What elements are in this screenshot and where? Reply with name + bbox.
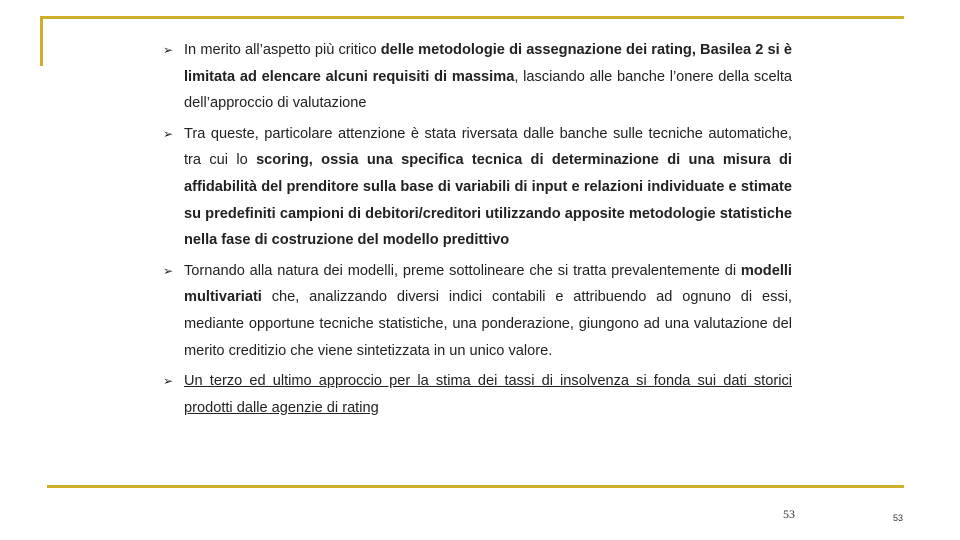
bullet-item-2 bbox=[163, 121, 792, 254]
arrowhead-bullet-icon: ➢ bbox=[163, 374, 174, 389]
bullet-item-1 bbox=[163, 37, 792, 117]
bullet-4-underlined: Un terzo ed ultimo approccio per la stima dei tassi di insolvenza si fonda sui dati storici prodotti dalle agenzie di rating bbox=[184, 373, 792, 416]
bullet-item-4 bbox=[163, 368, 792, 421]
bottom-rule bbox=[47, 485, 904, 488]
bullet-1-text-end: , lasciando alle banche l’onere della scelta dell’approccio di valutazione bbox=[184, 68, 792, 112]
slide-content bbox=[163, 37, 792, 425]
bullet-item-3 bbox=[163, 258, 792, 364]
bullet-3-text: Tornando alla natura dei modelli, preme sottolineare che si tratta prevalentemente di bbox=[184, 262, 741, 279]
bullet-3-bold: modelli multivariati bbox=[184, 262, 792, 306]
bullet-2-text: Tra queste, particolare attenzione è stata riversata dalle banche sulle tecniche automatiche, tra cui lo bbox=[184, 125, 792, 169]
bullet-2-bold: scoring, ossia una specifica tecnica di determinazione di una misura di affidabilità del prenditore sulla base di variabili di input e relazioni individuate e stimate su predefiniti campioni di debitori/creditori utilizzando apposite metodologie statistiche nella fase di costruzione del modello predittivo bbox=[184, 152, 792, 249]
page-number: 53 bbox=[783, 507, 795, 521]
arrowhead-bullet-icon: ➢ bbox=[163, 263, 174, 278]
slide-number: 53 bbox=[893, 513, 904, 523]
bullet-3-text-end: che, analizzando diversi indici contabili e attribuendo ad ognuno di essi, mediante opportune tecniche statistiche, una ponderazione, giungono ad una valutazione del merito creditizio che viene sintetizzata in un unico valore. bbox=[184, 289, 792, 359]
top-rule bbox=[40, 16, 904, 19]
arrowhead-bullet-icon: ➢ bbox=[163, 126, 174, 141]
bullet-1-bold: delle metodologie di assegnazione dei rating, Basilea 2 si è limitata ad elencare alcuni requisiti di massima bbox=[184, 42, 792, 85]
arrowhead-bullet-icon: ➢ bbox=[163, 43, 174, 57]
bullet-1-text: In merito all’aspetto più critico bbox=[184, 42, 381, 58]
left-rule bbox=[40, 16, 43, 66]
